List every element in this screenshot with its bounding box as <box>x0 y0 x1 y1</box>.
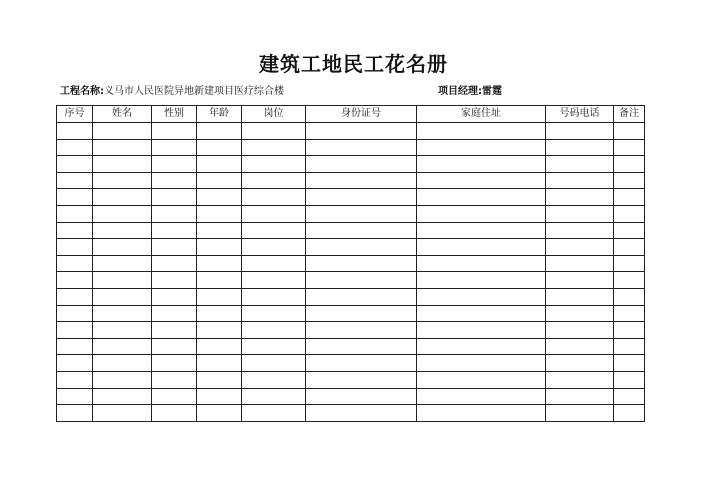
table-cell <box>197 371 242 388</box>
table-cell <box>57 189 93 206</box>
table-cell <box>93 305 152 322</box>
table-cell <box>417 205 546 222</box>
table-cell <box>546 156 614 173</box>
table-cell <box>417 322 546 339</box>
table-cell <box>57 405 93 422</box>
table-cell <box>93 156 152 173</box>
table-row <box>57 139 645 156</box>
table-cell <box>614 123 645 140</box>
table-cell <box>197 156 242 173</box>
table-cell <box>57 139 93 156</box>
table-cell <box>546 255 614 272</box>
table-cell <box>197 338 242 355</box>
table-cell <box>546 338 614 355</box>
table-row <box>57 172 645 189</box>
table-cell <box>242 139 306 156</box>
table-cell <box>152 305 197 322</box>
table-cell <box>306 172 417 189</box>
column-header-name: 姓名 <box>93 106 152 123</box>
table-cell <box>306 322 417 339</box>
column-header-home-address: 家庭住址 <box>417 106 546 123</box>
table-row <box>57 355 645 372</box>
table-cell <box>152 255 197 272</box>
table-cell <box>306 388 417 405</box>
table-cell <box>546 288 614 305</box>
table-cell <box>306 338 417 355</box>
table-cell <box>242 388 306 405</box>
table-cell <box>93 172 152 189</box>
project-manager-label: 项目经理: <box>438 86 482 97</box>
table-cell <box>242 239 306 256</box>
table-cell <box>57 156 93 173</box>
table-cell <box>417 123 546 140</box>
table-row <box>57 288 645 305</box>
table-header-row <box>57 106 645 123</box>
table-cell <box>614 405 645 422</box>
table-cell <box>417 272 546 289</box>
table-cell <box>306 355 417 372</box>
table-row <box>57 255 645 272</box>
table-cell <box>614 305 645 322</box>
table-cell <box>417 288 546 305</box>
table-cell <box>93 288 152 305</box>
table-cell <box>197 305 242 322</box>
table-cell <box>242 189 306 206</box>
table-cell <box>242 371 306 388</box>
table-row <box>57 338 645 355</box>
table-cell <box>93 255 152 272</box>
table-cell <box>242 288 306 305</box>
table-cell <box>417 338 546 355</box>
table-cell <box>417 222 546 239</box>
table-cell <box>57 272 93 289</box>
table-cell <box>546 189 614 206</box>
table-cell <box>242 123 306 140</box>
table-cell <box>57 205 93 222</box>
table-cell <box>614 272 645 289</box>
table-cell <box>152 322 197 339</box>
table-cell <box>152 405 197 422</box>
table-cell <box>197 172 242 189</box>
column-header-id-number: 身份证号 <box>306 106 417 123</box>
table-cell <box>417 255 546 272</box>
table-cell <box>614 338 645 355</box>
table-row <box>57 239 645 256</box>
table-cell <box>614 222 645 239</box>
table-cell <box>152 388 197 405</box>
table-cell <box>57 355 93 372</box>
table-cell <box>546 139 614 156</box>
table-cell <box>242 272 306 289</box>
table-cell <box>197 322 242 339</box>
table-cell <box>417 172 546 189</box>
table-cell <box>546 305 614 322</box>
table-cell <box>306 123 417 140</box>
table-cell <box>152 205 197 222</box>
table-cell <box>417 305 546 322</box>
table-row <box>57 405 645 422</box>
column-header-serial: 序号 <box>57 106 93 123</box>
table-cell <box>152 272 197 289</box>
table-cell <box>57 288 93 305</box>
table-cell <box>546 388 614 405</box>
table-cell <box>93 405 152 422</box>
table-cell <box>546 222 614 239</box>
table-row <box>57 305 645 322</box>
column-header-age: 年龄 <box>197 106 242 123</box>
table-cell <box>57 255 93 272</box>
table-cell <box>93 139 152 156</box>
table-cell <box>242 322 306 339</box>
worker-roster-table <box>56 105 645 422</box>
table-cell <box>242 338 306 355</box>
table-cell <box>614 322 645 339</box>
table-cell <box>614 156 645 173</box>
table-row <box>57 272 645 289</box>
table-cell <box>197 255 242 272</box>
table-cell <box>152 139 197 156</box>
column-header-phone: 号码电话 <box>546 106 614 123</box>
table-row <box>57 156 645 173</box>
table-cell <box>546 205 614 222</box>
table-cell <box>614 288 645 305</box>
table-cell <box>152 222 197 239</box>
table-cell <box>93 338 152 355</box>
table-cell <box>614 139 645 156</box>
table-cell <box>152 371 197 388</box>
table-cell <box>197 189 242 206</box>
table-cell <box>306 272 417 289</box>
table-cell <box>197 288 242 305</box>
column-header-remarks: 备注 <box>614 106 645 123</box>
table-cell <box>93 355 152 372</box>
table-cell <box>93 272 152 289</box>
table-cell <box>306 255 417 272</box>
table-body <box>57 123 645 422</box>
table-cell <box>93 222 152 239</box>
table-row <box>57 322 645 339</box>
table-row <box>57 222 645 239</box>
table-cell <box>93 189 152 206</box>
table-cell <box>546 172 614 189</box>
table-cell <box>306 405 417 422</box>
table-row <box>57 189 645 206</box>
table-cell <box>417 189 546 206</box>
table-cell <box>417 239 546 256</box>
table-cell <box>197 355 242 372</box>
table-cell <box>306 371 417 388</box>
table-cell <box>417 139 546 156</box>
table-cell <box>57 371 93 388</box>
table-cell <box>152 156 197 173</box>
column-header-position: 岗位 <box>242 106 306 123</box>
table-cell <box>242 305 306 322</box>
table-cell <box>57 222 93 239</box>
project-name-line <box>60 86 284 98</box>
table-cell <box>417 355 546 372</box>
table-cell <box>614 371 645 388</box>
table-cell <box>242 255 306 272</box>
table-cell <box>197 139 242 156</box>
table-cell <box>57 338 93 355</box>
table-cell <box>242 205 306 222</box>
table-cell <box>614 189 645 206</box>
table-cell <box>152 288 197 305</box>
table-cell <box>614 255 645 272</box>
table-cell <box>57 322 93 339</box>
table-cell <box>57 239 93 256</box>
table-cell <box>546 322 614 339</box>
table-cell <box>197 272 242 289</box>
table-cell <box>417 156 546 173</box>
table-cell <box>306 156 417 173</box>
table-cell <box>152 338 197 355</box>
table-cell <box>57 305 93 322</box>
table-cell <box>93 322 152 339</box>
project-manager-line <box>438 86 502 98</box>
project-name-label: 工程名称: <box>60 86 104 97</box>
table-cell <box>546 355 614 372</box>
table-cell <box>417 405 546 422</box>
project-manager-value: 雷霆 <box>482 86 502 97</box>
table-cell <box>197 239 242 256</box>
table-cell <box>242 405 306 422</box>
table-cell <box>306 305 417 322</box>
table-cell <box>242 172 306 189</box>
table-cell <box>57 172 93 189</box>
table-cell <box>546 405 614 422</box>
table-cell <box>197 205 242 222</box>
project-name-value: 义马市人民医院异地新建项目医疗综合楼 <box>104 86 284 97</box>
table-cell <box>242 156 306 173</box>
table-cell <box>197 123 242 140</box>
table-cell <box>306 239 417 256</box>
table-cell <box>152 189 197 206</box>
table-cell <box>614 205 645 222</box>
table-cell <box>242 355 306 372</box>
table-cell <box>306 222 417 239</box>
document-title: 建筑工地民工花名册 <box>259 52 448 76</box>
table-cell <box>93 123 152 140</box>
table-cell <box>152 355 197 372</box>
table-cell <box>306 189 417 206</box>
table-cell <box>152 172 197 189</box>
table-cell <box>57 123 93 140</box>
table-cell <box>546 272 614 289</box>
table-cell <box>417 388 546 405</box>
table-cell <box>546 371 614 388</box>
table-row <box>57 205 645 222</box>
table-cell <box>306 139 417 156</box>
table-cell <box>242 222 306 239</box>
table-cell <box>152 239 197 256</box>
table-cell <box>417 371 546 388</box>
table-cell <box>614 388 645 405</box>
table-cell <box>93 205 152 222</box>
table-cell <box>152 123 197 140</box>
table-row <box>57 388 645 405</box>
table-cell <box>306 288 417 305</box>
table-cell <box>57 388 93 405</box>
table-cell <box>546 123 614 140</box>
table-cell <box>614 172 645 189</box>
table-cell <box>93 371 152 388</box>
table-row <box>57 123 645 140</box>
table-cell <box>614 355 645 372</box>
table-cell <box>306 205 417 222</box>
table-row <box>57 371 645 388</box>
table-cell <box>197 222 242 239</box>
table-cell <box>93 388 152 405</box>
table-cell <box>614 239 645 256</box>
table-cell <box>546 239 614 256</box>
table-cell <box>93 239 152 256</box>
table-cell <box>197 405 242 422</box>
column-header-gender: 性别 <box>152 106 197 123</box>
table-cell <box>197 388 242 405</box>
